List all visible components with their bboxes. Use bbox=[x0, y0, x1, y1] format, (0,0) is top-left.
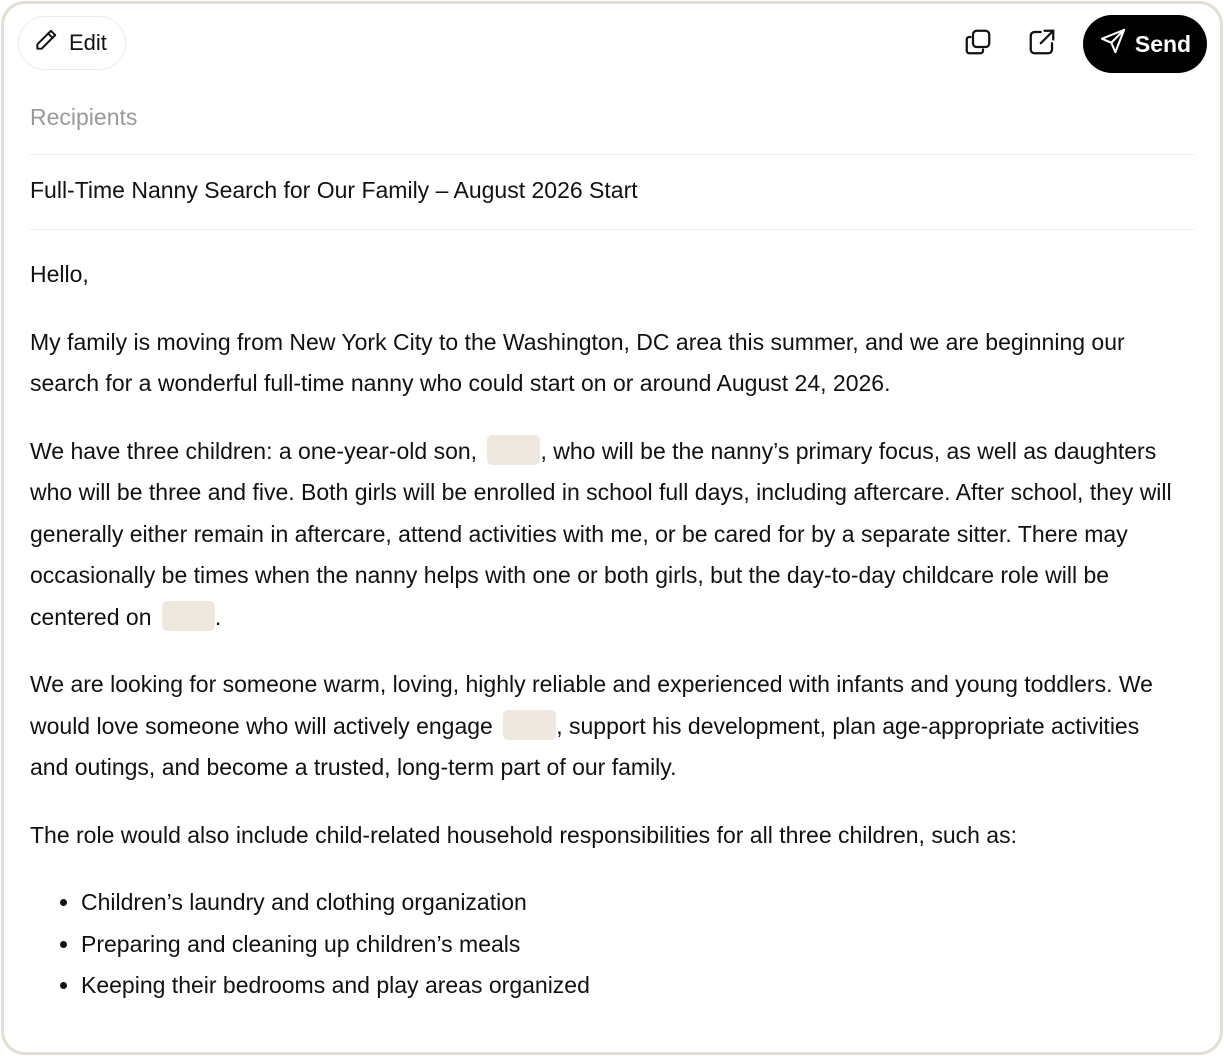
send-button[interactable] bbox=[1083, 15, 1207, 73]
paragraph-children bbox=[30, 431, 1180, 639]
copy-icon bbox=[963, 27, 993, 62]
paragraph-looking-for-part-2: , support his development, plan age-appropriate activities and outings, and become a trusted, long-term part of our family. bbox=[30, 712, 1140, 780]
open-external-icon bbox=[1027, 27, 1057, 62]
paragraph-children-part-1: We have three children: a one-year-old son, bbox=[30, 437, 484, 464]
greeting: Hello, bbox=[30, 261, 89, 287]
subject-line: Full-Time Nanny Search for Our Family – August 2026 Start bbox=[30, 176, 638, 203]
list-item: • Keeping their bedrooms and play areas organized bbox=[81, 965, 1180, 1007]
paragraph-looking-for bbox=[30, 664, 1180, 789]
subject-row[interactable] bbox=[30, 155, 1194, 230]
open-external-button[interactable] bbox=[1020, 22, 1064, 66]
list-item: • Children’s laundry and clothing organization bbox=[81, 882, 1180, 924]
responsibilities-list bbox=[30, 882, 1180, 1007]
list-item: • Preparing and cleaning up children’s meals bbox=[81, 924, 1180, 966]
edit-button-label: Edit bbox=[69, 30, 107, 55]
paragraph-children-part-2: , who will be the nanny’s primary focus, as well as daughters who will be three and five. Both girls will be enrolled in school full days, including aftercare. After school, they will generally either remain in aftercare, attend activities with me, or be cared for by a separate sitter. There may occasionally be times when the nanny helps with one or both girls, but the day-to-day childcare role will be centered on bbox=[30, 437, 1172, 630]
paragraph-looking-for-part-1: We are looking for someone warm, loving, highly reliable and experienced with infants and young toddlers. We would love someone who will actively engage bbox=[30, 671, 1153, 739]
paper-plane-icon bbox=[1099, 27, 1127, 61]
edit-button[interactable] bbox=[18, 16, 126, 70]
email-draft-card bbox=[1, 1, 1223, 1055]
redacted-name bbox=[503, 710, 556, 740]
paragraph-children-part-3: . bbox=[214, 603, 222, 630]
recipients-input[interactable] bbox=[30, 104, 1194, 131]
redacted-name bbox=[162, 601, 215, 631]
paragraph-move: My family is moving from New York City to the Washington, DC area this summer, and we are beginning our search for a wonderful full-time nanny who could start on or around August 24, 2026. bbox=[30, 328, 1125, 396]
paragraph-responsibilities: The role would also include child-related household responsibilities for all three children, such as: bbox=[30, 821, 1017, 848]
email-body[interactable] bbox=[30, 254, 1180, 1007]
copy-button[interactable] bbox=[956, 22, 1000, 66]
toolbar bbox=[4, 4, 1220, 88]
recipients-row bbox=[30, 88, 1194, 155]
send-button-label: Send bbox=[1134, 30, 1192, 57]
redacted-name bbox=[487, 435, 540, 465]
pencil-icon bbox=[33, 27, 59, 59]
